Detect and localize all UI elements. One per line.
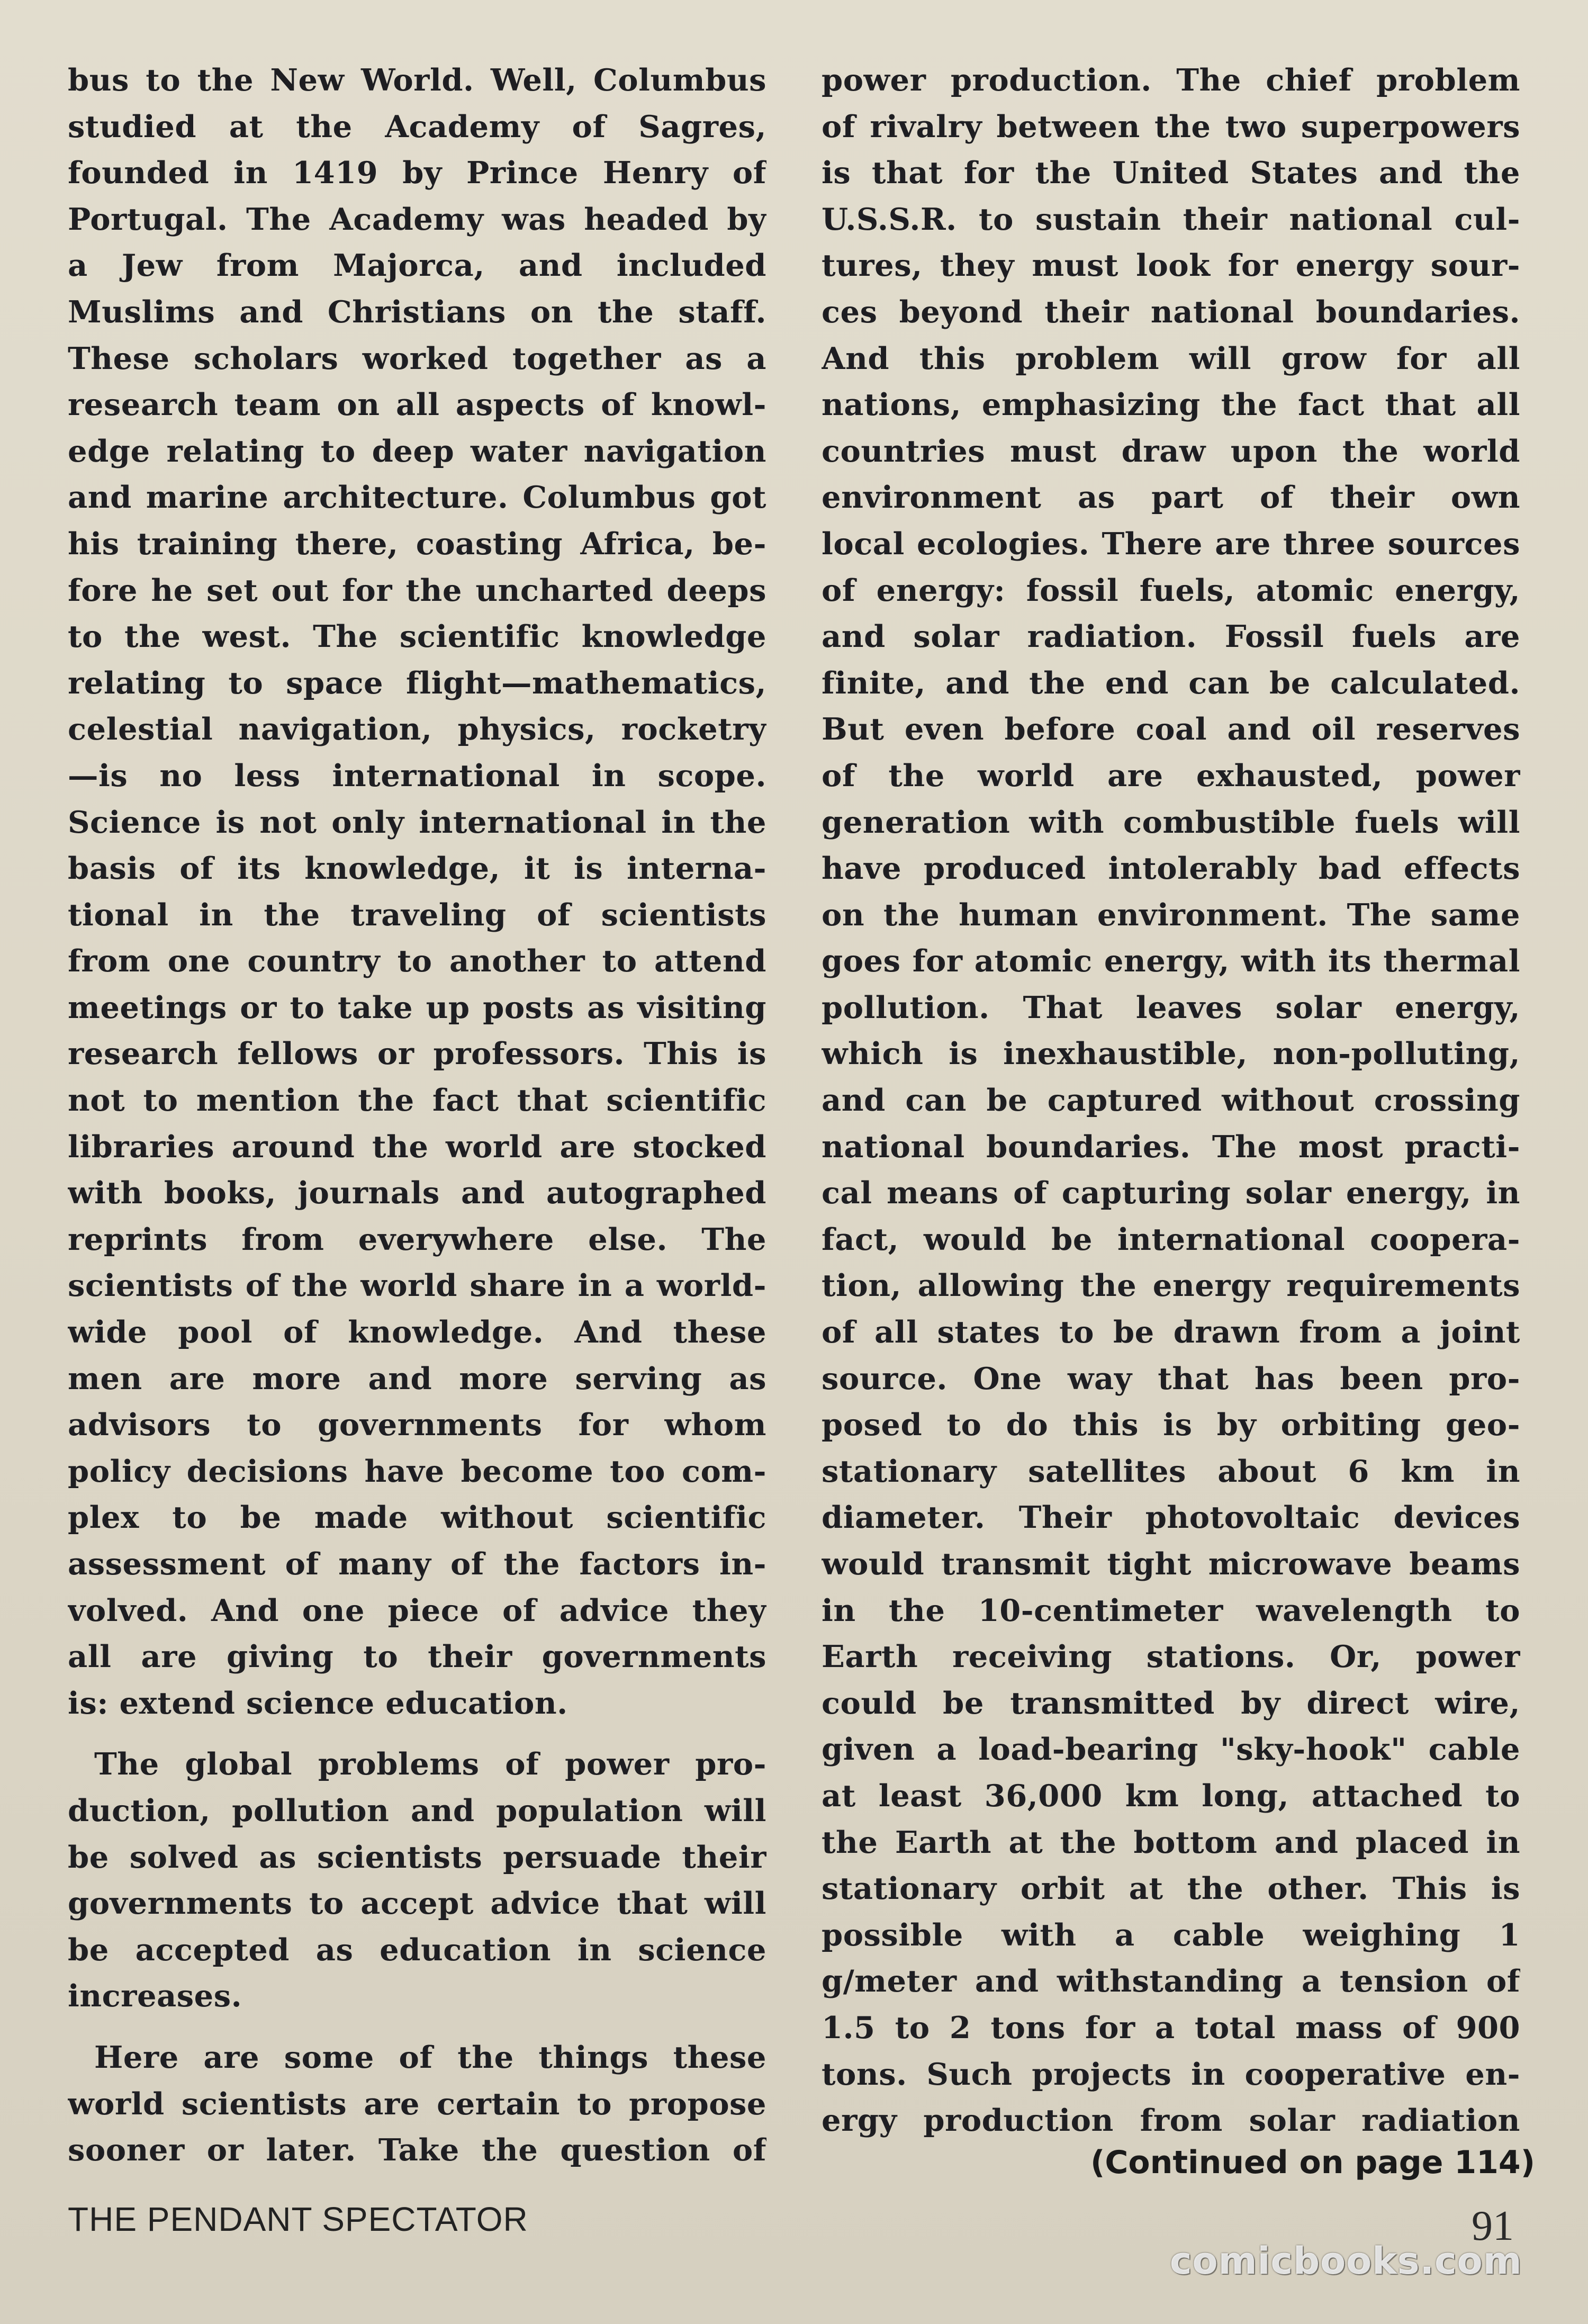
text-line: at least 36,000 km long, attached to — [822, 1777, 1520, 1814]
text-line: relating to space flight—mathematics, — [68, 664, 766, 701]
text-line: governments to accept advice that will — [68, 1885, 766, 1922]
text-line: men are more and more serving as — [68, 1360, 766, 1397]
text-line: tional in the traveling of scientists — [68, 896, 766, 933]
page-number: 91 — [1472, 2203, 1514, 2249]
text-line: scientists of the world share in a world- — [68, 1267, 766, 1304]
text-line: from one country to another to attend — [68, 943, 766, 979]
text-line: But even before coal and oil reserves — [822, 711, 1520, 747]
text-line: Muslims and Christians on the staff. — [68, 293, 766, 330]
text-line: tures, they must look for energy sour- — [822, 247, 1520, 284]
text-line: advisors to governments for whom — [68, 1407, 766, 1443]
text-line: in the 10-centimeter wavelength to — [822, 1592, 1520, 1628]
text-line: finite, and the end can be calculated. — [822, 664, 1520, 701]
text-line: local ecologies. There are three sources — [822, 525, 1520, 562]
text-line: the Earth at the bottom and placed in — [822, 1824, 1520, 1860]
text-line: and marine architecture. Columbus got — [68, 479, 766, 516]
text-line: increases. — [68, 1978, 242, 2014]
text-line: tons. Such projects in cooperative en- — [822, 2056, 1520, 2092]
text-line: world scientists are certain to propose — [68, 2085, 766, 2122]
text-line: g/meter and withstanding a tension of — [822, 1963, 1520, 1999]
left-text-column — [68, 57, 766, 2174]
text-line: fore he set out for the uncharted deeps — [68, 572, 766, 608]
text-line: assessment of many of the factors in- — [68, 1546, 766, 1582]
text-line: be solved as scientists persuade their — [68, 1839, 766, 1875]
paragraph — [68, 2034, 766, 2174]
continued-note: (Continued on page 114) — [1090, 2144, 1535, 2181]
text-line: volved. And one piece of advice they — [68, 1592, 766, 1628]
text-line: is: extend science education. — [68, 1685, 568, 1721]
text-line: would transmit tight microwave beams — [822, 1546, 1520, 1582]
text-line: be accepted as education in science — [68, 1931, 766, 1968]
text-line: have produced intolerably bad effects — [822, 850, 1520, 887]
text-line: not to mention the fact that scientific — [68, 1082, 766, 1119]
text-line: power production. The chief problem — [822, 62, 1520, 98]
text-line: research fellows or professors. This is — [68, 1035, 766, 1072]
text-line: Here are some of the things these — [94, 2039, 766, 2075]
text-line: fact, would be international coopera- — [822, 1221, 1520, 1257]
text-line: is that for the United States and the — [822, 155, 1520, 191]
text-line: stationary orbit at the other. This is — [822, 1870, 1520, 1907]
publication-title: THE PENDANT SPECTATOR — [68, 2200, 528, 2238]
text-line: Earth receiving stations. Or, power — [822, 1638, 1520, 1675]
text-line: sooner or later. Take the question of — [68, 2132, 766, 2168]
text-line: The global problems of power pro- — [94, 1746, 766, 1782]
text-line: Science is not only international in the — [68, 804, 766, 840]
text-line: all are giving to their governments — [68, 1638, 766, 1675]
text-line: U.S.S.R. to sustain their national cul- — [822, 201, 1520, 237]
text-line: meetings or to take up posts as visiting — [68, 989, 766, 1025]
text-line: ces beyond their national boundaries. — [822, 293, 1520, 330]
text-line: a Jew from Majorca, and included — [68, 247, 766, 284]
text-line: Portugal. The Academy was headed by — [68, 201, 766, 237]
text-line: national boundaries. The most practi- — [822, 1128, 1520, 1165]
text-line: goes for atomic energy, with its thermal — [822, 943, 1520, 979]
text-line: source. One way that has been pro- — [822, 1360, 1520, 1397]
paragraph — [822, 57, 1520, 2144]
text-line: stationary satellites about 6 km in — [822, 1453, 1520, 1489]
text-line: posed to do this is by orbiting geo- — [822, 1407, 1520, 1443]
text-line: 1.5 to 2 tons for a total mass of 900 — [822, 2009, 1520, 2046]
text-line: These scholars worked together as a — [68, 340, 766, 376]
text-line: pollution. That leaves solar energy, — [822, 989, 1520, 1025]
text-line: which is inexhaustible, non-polluting, — [822, 1035, 1520, 1072]
text-line: research team on all aspects of knowl- — [68, 386, 766, 423]
text-line: —is no less international in scope. — [68, 757, 766, 794]
text-line: of energy: fossil fuels, atomic energy, — [822, 572, 1520, 608]
text-line: to the west. The scientific knowledge — [68, 618, 766, 655]
text-line: diameter. Their photovoltaic devices — [822, 1499, 1520, 1536]
text-line: libraries around the world are stocked — [68, 1128, 766, 1165]
text-line: and can be captured without crossing — [822, 1082, 1520, 1119]
text-line: plex to be made without scientific — [68, 1499, 766, 1536]
text-line: could be transmitted by direct wire, — [822, 1685, 1520, 1721]
text-line: with books, journals and autographed — [68, 1175, 766, 1211]
paragraph — [68, 1741, 766, 2020]
text-line: given a load-bearing "sky-hook" cable — [822, 1731, 1520, 1768]
text-line: studied at the Academy of Sagres, — [68, 108, 766, 145]
text-line: policy decisions have become too com- — [68, 1453, 766, 1489]
text-line: nations, emphasizing the fact that all — [822, 386, 1520, 423]
text-line: environment as part of their own — [822, 479, 1520, 516]
text-line: ergy production from solar radiation — [822, 2102, 1520, 2139]
paragraph — [68, 57, 766, 1726]
text-line: founded in 1419 by Prince Henry of — [68, 155, 766, 191]
text-line: And this problem will grow for all — [822, 340, 1520, 376]
text-line: of all states to be drawn from a joint — [822, 1314, 1520, 1350]
text-line: celestial navigation, physics, rocketry — [68, 711, 766, 747]
text-line: reprints from everywhere else. The — [68, 1221, 766, 1257]
text-line: possible with a cable weighing 1 — [822, 1916, 1520, 1953]
text-line: his training there, coasting Africa, be- — [68, 525, 766, 562]
text-line: and solar radiation. Fossil fuels are — [822, 618, 1520, 655]
text-line: cal means of capturing solar energy, in — [822, 1175, 1520, 1211]
text-line: of the world are exhausted, power — [822, 757, 1520, 794]
text-line: duction, pollution and population will — [68, 1792, 766, 1828]
watermark-logo: comicbooks.com — [1170, 2239, 1522, 2283]
right-text-column — [822, 57, 1520, 2144]
text-line: generation with combustible fuels will — [822, 804, 1520, 840]
text-line: bus to the New World. Well, Columbus — [68, 62, 766, 98]
text-line: edge relating to deep water navigation — [68, 433, 766, 469]
text-line: wide pool of knowledge. And these — [68, 1314, 766, 1350]
text-line: countries must draw upon the world — [822, 433, 1520, 469]
text-line: on the human environment. The same — [822, 896, 1520, 933]
text-line: basis of its knowledge, it is interna- — [68, 850, 766, 887]
text-line: tion, allowing the energy requirements — [822, 1267, 1520, 1304]
text-line: of rivalry between the two superpowers — [822, 108, 1520, 145]
